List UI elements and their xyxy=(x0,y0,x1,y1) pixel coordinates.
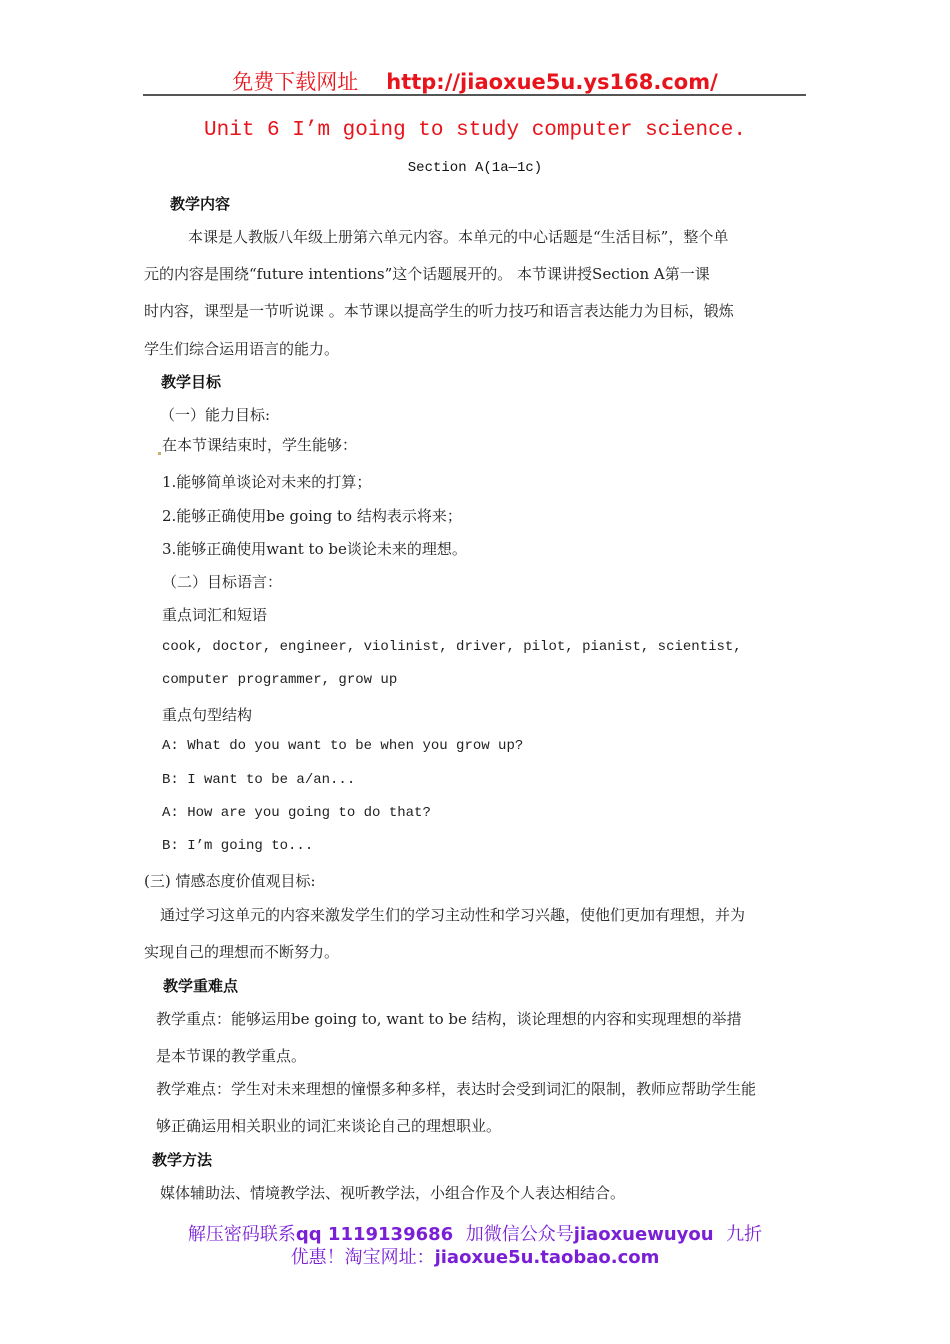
attitude-line-1: 通过学习这单元的内容来激发学生们的学习主动性和学习兴趣，使他们更加有理想，并为 xyxy=(160,906,746,924)
ability-item-3: 3.能够正确使用want to be谈论未来的理想。 xyxy=(162,540,467,558)
footer-line-1: 解压密码联系qq 1119139686 加微信公众号jiaoxuewuyou 九折 xyxy=(187,1224,763,1245)
qq-contact: qq 1119139686 xyxy=(295,1224,454,1245)
document-subtitle: Section A(1a—1c) xyxy=(407,160,543,176)
content-line-4: 学生们综合运用语言的能力。 xyxy=(144,340,340,358)
dialogue-line-1: A: What do you want to be when you grow up? xyxy=(162,738,524,754)
dialogue-line-3: A: How are you going to do that? xyxy=(162,805,431,821)
section-heading-objectives: 教学目标 xyxy=(161,373,222,391)
ability-goal-label: （一）能力目标: xyxy=(160,406,271,424)
dialogue-line-2: B: I want to be a/an... xyxy=(162,772,356,788)
content-line-3: 时内容，课型是一节听说课 。本节课以提高学生的听力技巧和语言表达能力为目标，锻炼 xyxy=(144,302,734,320)
ability-intro: 在本节课结束时，学生能够： xyxy=(158,434,357,455)
document-title: Unit 6 I’m going to study computer science. xyxy=(204,119,746,142)
header-label: 免费下载网址 xyxy=(232,70,359,94)
vocab-heading: 重点词汇和短语 xyxy=(162,606,268,624)
header-url[interactable]: http://jiaoxue5u.ys168.com/ xyxy=(386,70,718,94)
download-link-header[interactable] xyxy=(0,66,950,96)
content-line-2: 元的内容是围绕“future intentions”这个话题展开的。 本节课讲授Section A第一课 xyxy=(144,265,710,283)
vocab-line-1: cook, doctor, engineer, violinist, driver, pilot, pianist, scientist, xyxy=(162,639,742,655)
vocab-line-2: computer programmer, grow up xyxy=(162,672,398,688)
sentence-heading: 重点句型结构 xyxy=(162,706,253,724)
wechat-account: jiaoxuewuyou xyxy=(573,1224,714,1245)
paragraph-marker xyxy=(158,452,161,455)
key-point-line-2: 是本节课的教学重点。 xyxy=(156,1047,307,1065)
section-heading-methods: 教学方法 xyxy=(152,1151,213,1169)
content-line-1: 本课是人教版八年级上册第六单元内容。本单元的中心话题是“生活目标”，整个单 xyxy=(188,228,729,246)
attitude-goal-label: (三) 情感态度价值观目标: xyxy=(144,872,316,890)
key-point-line-1: 教学重点：能够运用be going to, want to be 结构，谈论理想的内容和实现理想的举措 xyxy=(156,1010,742,1028)
attitude-line-2: 实现自己的理想而不断努力。 xyxy=(144,943,340,961)
section-heading-content: 教学内容 xyxy=(170,195,231,213)
methods-text: 媒体辅助法、情境教学法、视听教学法，小组合作及个人表达相结合。 xyxy=(160,1184,626,1202)
footer-line-2: 优惠！淘宝网址：jiaoxue5u.taobao.com xyxy=(290,1247,660,1268)
header-divider xyxy=(143,94,806,96)
ability-item-2: 2.能够正确使用be going to 结构表示将来； xyxy=(162,507,462,525)
taobao-link[interactable]: jiaoxue5u.taobao.com xyxy=(434,1247,660,1268)
dialogue-line-4: B: I’m going to... xyxy=(162,838,314,854)
ability-item-1: 1.能够简单谈论对未来的打算； xyxy=(162,473,372,491)
section-heading-key-points: 教学重难点 xyxy=(163,977,239,995)
difficulty-line-2: 够正确运用相关职业的词汇来谈论自己的理想职业。 xyxy=(156,1117,502,1135)
language-goal-label: （二）目标语言： xyxy=(162,573,283,591)
difficulty-line-1: 教学难点：学生对未来理想的憧憬多种多样，表达时会受到词汇的限制，教师应帮助学生能 xyxy=(156,1080,757,1098)
